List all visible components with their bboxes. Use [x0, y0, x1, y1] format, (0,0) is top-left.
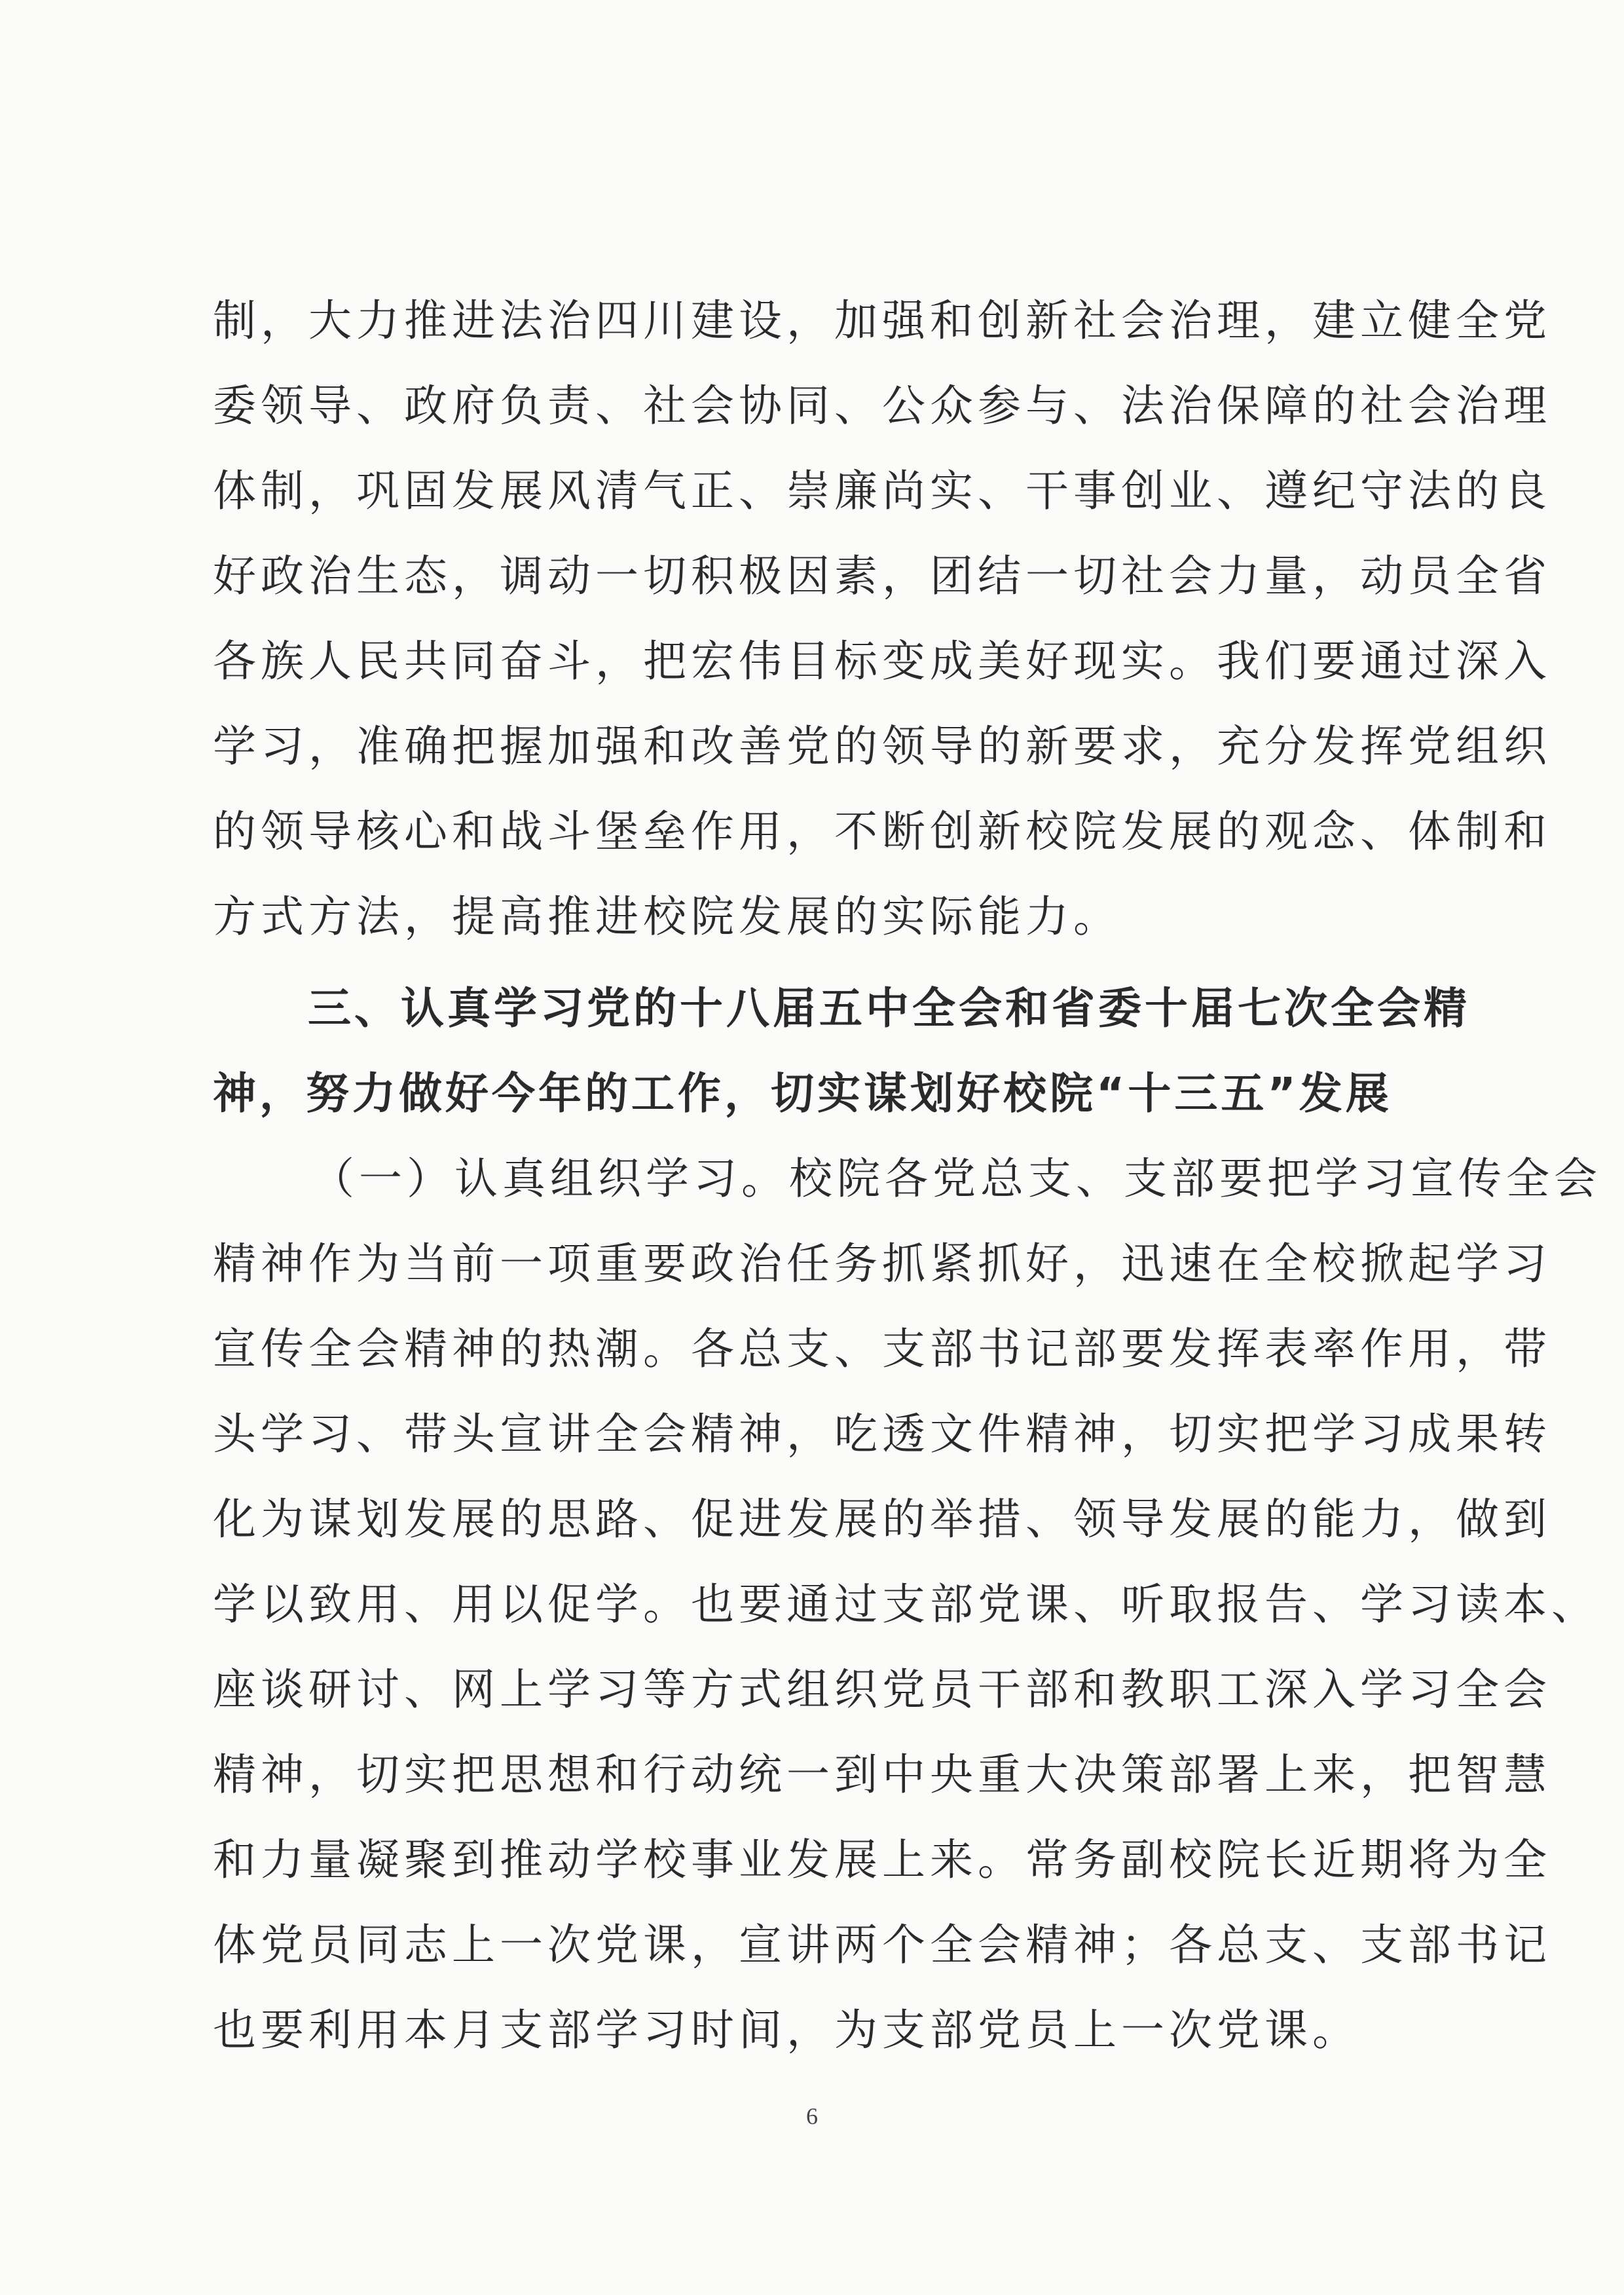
- body-line: 学习，准确把握加强和改善党的领导的新要求，充分发挥党组织: [213, 721, 1551, 772]
- section-line: 也要利用本月支部学习时间，为支部党员上一次党课。: [213, 2005, 1360, 2055]
- section-line: 精神作为当前一项重要政治任务抓紧抓好，迅速在全校掀起学习: [213, 1239, 1551, 1289]
- body-line: 委领导、政府负责、社会协同、公众参与、法治保障的社会治理: [213, 381, 1551, 431]
- section-line: （一）认真组织学习。校院各党总支、支部要把学习宣传全会: [311, 1153, 1602, 1204]
- section-line: 宣传全会精神的热潮。各总支、支部书记部要发挥表率作用，带: [213, 1324, 1551, 1374]
- body-line: 好政治生态，调动一切积极因素，团结一切社会力量，动员全省: [213, 551, 1551, 601]
- body-line: 制，大力推进法治四川建设，加强和创新社会治理，建立健全党: [213, 295, 1551, 346]
- section-heading-line: 神，努力做好今年的工作，切实谋划好校院“十三五”发展: [213, 1068, 1392, 1119]
- section-line: 头学习、带头宣讲全会精神，吃透文件精神，切实把学习成果转: [213, 1409, 1551, 1459]
- body-line: 方式方法，提高推进校院发展的实际能力。: [213, 891, 1121, 942]
- body-line: 体制，巩固发展风清气正、崇廉尚实、干事创业、遵纪守法的良: [213, 466, 1551, 516]
- body-line: 的领导核心和战斗堡垒作用，不断创新校院发展的观念、体制和: [213, 806, 1551, 857]
- section-line: 精神，切实把思想和行动统一到中央重大决策部署上来，把智慧: [213, 1749, 1551, 1800]
- section-line: 和力量凝聚到推动学校事业发展上来。常务副校院长近期将为全: [213, 1835, 1551, 1885]
- section-line: 座谈研讨、网上学习等方式组织党员干部和教职工深入学习全会: [213, 1664, 1551, 1715]
- section-line: 学以致用、用以促学。也要通过支部党课、听取报告、学习读本、: [213, 1579, 1599, 1630]
- section-line: 化为谋划发展的思路、促进发展的举措、领导发展的能力，做到: [213, 1494, 1551, 1544]
- section-heading-line: 三、认真学习党的十八届五中全会和省委十届七次全会精: [308, 983, 1470, 1034]
- body-line: 各族人民共同奋斗，把宏伟目标变成美好现实。我们要通过深入: [213, 636, 1551, 686]
- section-line: 体党员同志上一次党课，宣讲两个全会精神；各总支、支部书记: [213, 1920, 1551, 1970]
- page-number: 6: [806, 2103, 818, 2129]
